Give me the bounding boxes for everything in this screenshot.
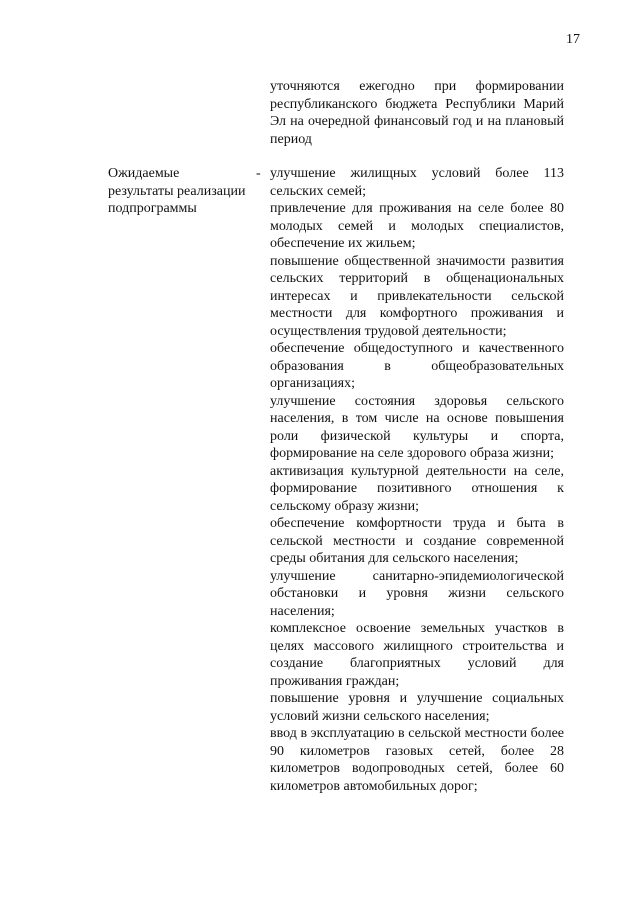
section-label: Ожидаемые результаты реализации подпрограммы <box>108 166 246 216</box>
result-item: улучшение санитарно-эпидемиологической обстановки и уровня жизни сельского населения; <box>270 568 564 619</box>
result-item: повышение общественной значимости развития сельских территорий в общенациональных интересах и привлекательности сельской местности для комфортного проживания и осуществления трудовой деятельности; <box>270 253 564 339</box>
intro-paragraph: уточняются ежегодно при формировании республиканского бюджета Республики Марий Эл на очередной финансовый год и на плановый период <box>270 79 564 147</box>
section-dash: - <box>256 166 261 181</box>
result-item: комплексное освоение земельных участков в целях массового жилищного строительства и создание благоприятных условий для проживания граждан; <box>270 621 564 689</box>
page-number: 17 <box>566 32 580 47</box>
result-item: улучшение состояния здоровья сельского населения, в том числе на основе повышения роли физической культуры и спорта, формирование на селе здорового образа жизни; <box>270 393 564 461</box>
result-item: обеспечение общедоступного и качественного образования в общеобразовательных организациях; <box>270 341 564 391</box>
result-item: обеспечение комфортности труда и быта в сельской местности и создание современной среды обитания для сельского населения; <box>270 516 564 566</box>
result-item: повышение уровня и улучшение социальных условий жизни сельского населения; <box>270 691 564 724</box>
result-item: ввод в эксплуатацию в сельской местности более 90 километров газовых сетей, более 28 километров водопроводных сетей, более 60 километров автомобильных дорог; <box>270 726 564 794</box>
expected-results-list <box>270 165 564 795</box>
result-item: улучшение жилищных условий более 113 сельских семей; <box>270 166 564 199</box>
result-item: активизация культурной деятельности на селе, формирование позитивного отношения к сельскому образу жизни; <box>270 463 564 514</box>
result-item: привлечение для проживания на селе более 80 молодых семей и молодых специалистов, обеспечение их жильем; <box>270 201 564 251</box>
